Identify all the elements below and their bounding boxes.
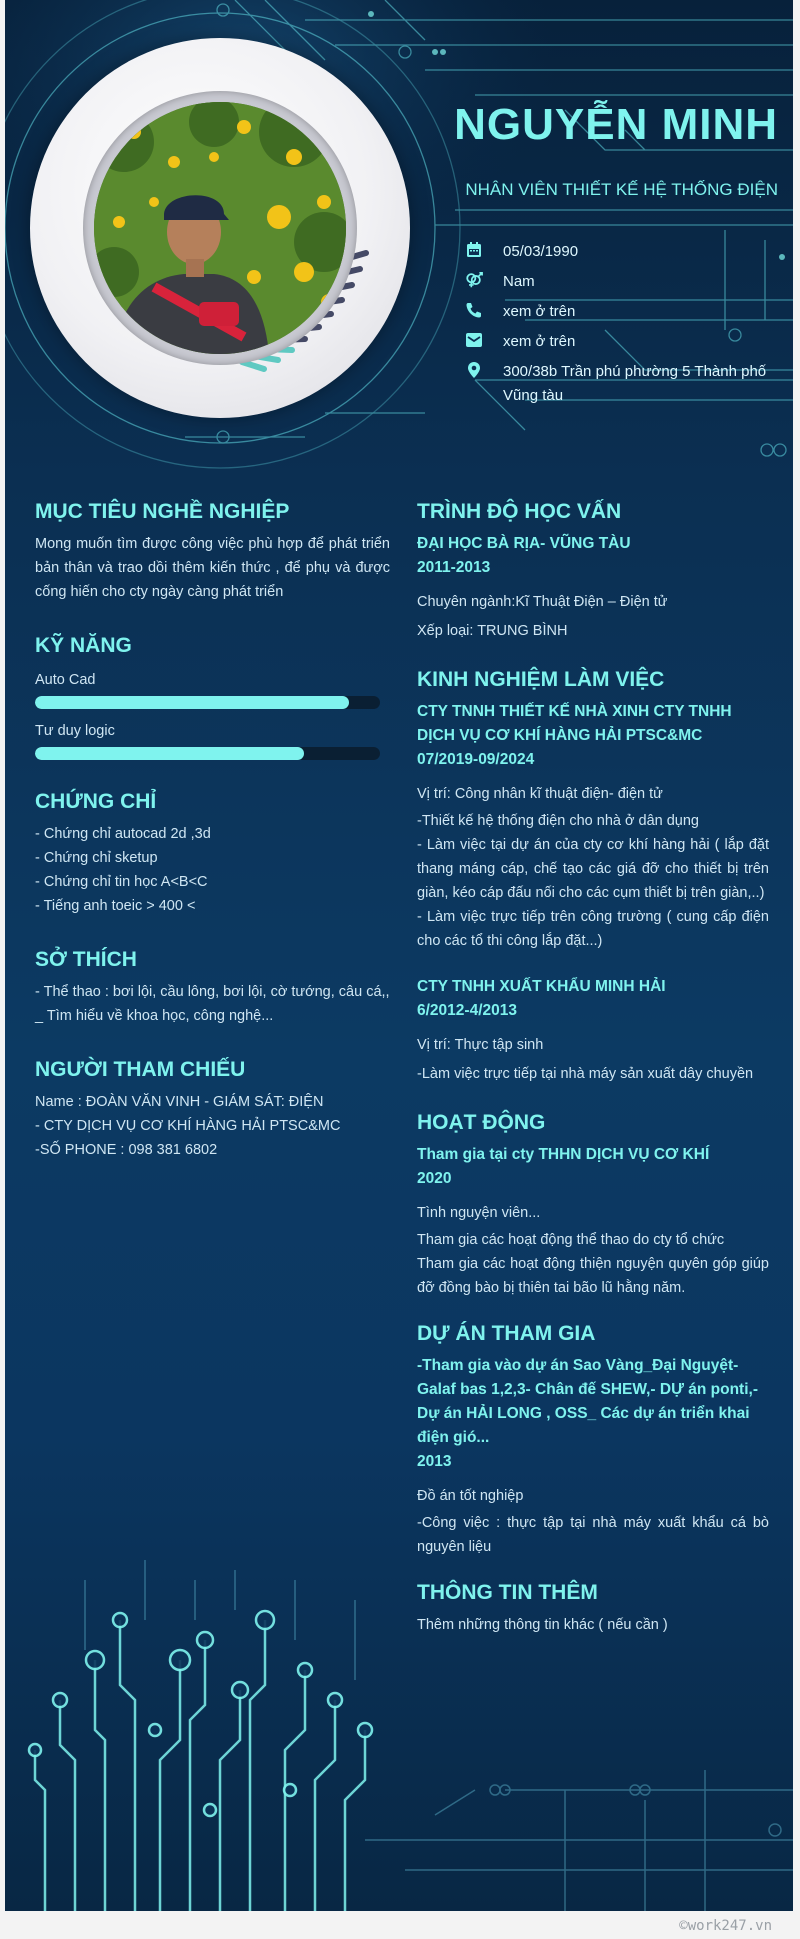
location-icon [465, 361, 491, 379]
extra-text: Thêm những thông tin khác ( nếu cần ) [417, 1617, 668, 1633]
references-section [35, 1058, 390, 1162]
certificates-section [35, 790, 390, 918]
gender-text: Nam [503, 273, 535, 290]
section-title: KINH NGHIỆM LÀM VIỆC [417, 668, 665, 691]
phone-icon [465, 301, 491, 319]
avatar-illustration [94, 102, 346, 354]
job-period: 07/2019-09/2024 [417, 751, 535, 768]
job-company: CTY TNNH THIẾT KẾ NHÀ XINH CTY TNHH DỊCH VỤ CƠ KHÍ HÀNG HẢI PTSC&MC [417, 703, 732, 744]
objective-text: Mong muốn tìm được công việc phù hợp để phát triển bản thân và trao dồi thêm kiến thức , để phụ và được cống hiến cho cty ngày càng phát triển [35, 536, 390, 600]
skill-fill [35, 747, 304, 760]
job-entry [417, 700, 769, 953]
email-text: xem ở trên [503, 333, 576, 350]
job-title: NHÂN VIÊN THIẾT KẾ HỆ THỐNG ĐIỆN [465, 180, 778, 199]
calendar-icon [465, 241, 491, 259]
birthday-text: 05/03/1990 [503, 243, 579, 260]
contact-list [465, 240, 785, 414]
section-title: THÔNG TIN THÊM [417, 1581, 598, 1604]
activities-section [417, 1111, 769, 1300]
section-title: CHỨNG CHỈ [35, 790, 157, 813]
job-period: 6/2012-4/2013 [417, 1002, 517, 1019]
hobbies-section [35, 948, 390, 1028]
section-title: NGƯỜI THAM CHIẾU [35, 1058, 246, 1081]
skill-bar [35, 696, 380, 709]
job-description: -Làm việc trực tiếp tại nhà máy sản xuất dây chuyền [417, 1066, 754, 1082]
experience-section [417, 668, 769, 1089]
education-rank: Xếp loại: TRUNG BÌNH [417, 623, 568, 639]
job-company: CTY TNHH XUẤT KHẨU MINH HẢI [417, 978, 666, 995]
hobby-item: _ Tìm hiểu về khoa học, công nghệ... [35, 1008, 274, 1024]
skill-label: Tư duy logic [35, 723, 115, 739]
skill-label: Auto Cad [35, 672, 96, 688]
watermark: ©work247.vn [679, 1918, 772, 1934]
reference-line: - CTY DỊCH VỤ CƠ KHÍ HÀNG HẢI PTSC&MC [35, 1118, 341, 1134]
project-role: Đồ án tốt nghiệp [417, 1488, 524, 1504]
contact-address [465, 360, 785, 408]
contact-email [465, 330, 785, 354]
email-icon [465, 331, 491, 349]
job-entry [417, 975, 769, 1089]
address-text: 300/38b Trần phú phường 5 Thành phố Vũng tàu [503, 363, 767, 404]
certificate-item: - Chứng chỉ autocad 2d ,3d [35, 826, 211, 842]
objective-section [35, 500, 390, 604]
contact-phone [465, 300, 785, 324]
gender-icon [465, 271, 491, 289]
reference-line: Name : ĐOÀN VĂN VINH - GIÁM SÁT: ĐIỆN [35, 1094, 324, 1110]
profile-photo-frame [30, 38, 410, 418]
job-position: Vị trí: Thực tập sinh [417, 1037, 544, 1053]
section-title: SỞ THÍCH [35, 948, 137, 971]
reference-line: -SỐ PHONE : 098 381 6802 [35, 1142, 218, 1158]
project-name: -Tham gia vào dự án Sao Vàng_Đại Nguyệt- Galaf bas 1,2,3- Chân đế SHEW,- DỰ án ponti,- Dự án HẢI LONG , OSS_ Các dự án triển khai điện gió... [417, 1357, 758, 1446]
projects-section [417, 1322, 769, 1559]
phone-text: xem ở trên [503, 303, 576, 320]
section-title: KỸ NĂNG [35, 634, 132, 657]
education-section [417, 500, 769, 646]
cv-page [5, 0, 793, 1911]
section-title: TRÌNH ĐỘ HỌC VẤN [417, 500, 622, 523]
school-name: ĐẠI HỌC BÀ RỊA- VŨNG TÀU [417, 535, 631, 552]
certificate-item: - Chứng chỉ sketup [35, 850, 158, 866]
certificate-item: - Chứng chỉ tin học A<B<C [35, 874, 208, 890]
certificate-item: - Tiếng anh toeic > 400 < [35, 898, 196, 914]
contact-birthday [465, 240, 785, 264]
skill-fill [35, 696, 349, 709]
skills-section [35, 634, 390, 760]
extra-section [417, 1581, 769, 1637]
project-description: -Công việc : thực tập tại nhà máy xuất khẩu cá bò nguyên liệu [417, 1515, 769, 1555]
education-period: 2011-2013 [417, 559, 491, 576]
activity-year: 2020 [417, 1170, 452, 1187]
hobby-item: - Thể thao : bơi lội, cầu lông, bơi lội, cờ tướng, câu cá,, [35, 984, 390, 1000]
skill-bar [35, 747, 380, 760]
section-title: HOẠT ĐỘNG [417, 1111, 546, 1134]
section-title: MỤC TIÊU NGHỀ NGHIỆP [35, 500, 290, 523]
education-major: Chuyên ngành:Kĩ Thuật Điện – Điện tử [417, 594, 668, 610]
right-column [417, 500, 769, 1637]
job-description: -Thiết kế hệ thống điện cho nhà ở dân dụng - Làm việc tại dự án của cty cơ khí hàng hải ( lắp đặt thang máng cáp, chế tạo các giá đỡ cho thiết bị trên giàn, kéo cáp đấu nối cho các cụm thiết bị trên giàn,..) - Làm việc trực tiếp trên công trường ( cung cấp điện cho các tổ thi công lắp đặt...) [417, 813, 769, 949]
candidate-name: NGUYỄN MINH [454, 100, 778, 149]
left-column [35, 500, 390, 1162]
contact-gender [465, 270, 785, 294]
project-year: 2013 [417, 1453, 452, 1470]
section-title: DỰ ÁN THAM GIA [417, 1322, 596, 1345]
activity-role: Tình nguyện viên... [417, 1205, 541, 1221]
avatar [94, 102, 346, 354]
activity-org: Tham gia tại cty THHN DỊCH VỤ CƠ KHÍ [417, 1146, 710, 1163]
activity-description: Tham gia các hoạt động thể thao do cty tổ chức Tham gia các hoạt động thiện nguyện quyên góp giúp đỡ đồng bào bị thiên tai bão lũ hằng năm. [417, 1232, 769, 1296]
job-position: Vị trí: Công nhân kĩ thuật điện- điện tử [417, 786, 663, 802]
